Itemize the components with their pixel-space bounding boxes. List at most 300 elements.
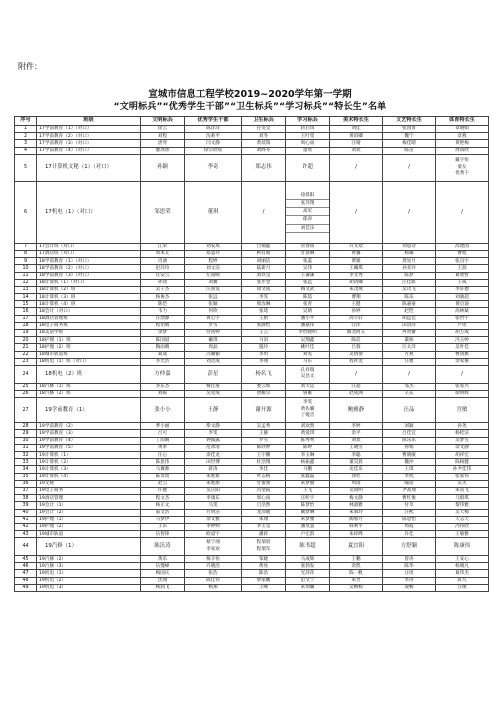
- row-number: 19: [15, 330, 37, 337]
- class-name: 19文秘: [37, 480, 141, 487]
- honor-cell: 范冰清: [185, 444, 242, 451]
- class-name: 19学前教育（4）: [37, 437, 141, 444]
- table-row: [15, 322, 489, 329]
- honor-cell: 李凯: [383, 473, 436, 480]
- honor-cell: 余文雅: [185, 516, 242, 523]
- honor-cell: 张哲宇: [436, 315, 489, 322]
- honor-cell: 汪雅: [383, 358, 436, 365]
- honor-cell: 黄心宇: [185, 315, 242, 322]
- row-number: 37: [15, 487, 37, 494]
- honor-cell: 王健: [330, 301, 383, 308]
- table-row: [15, 538, 489, 556]
- table-row: [15, 337, 489, 344]
- row-number: 48: [15, 577, 37, 584]
- honor-cell: 汪超: [330, 383, 383, 390]
- honor-cell: 陈书超: [286, 538, 330, 556]
- honor-cell: 吕浩然: [242, 502, 286, 509]
- class-name: 19酒店管理: [37, 495, 141, 502]
- honor-name: 黄佐璐: [300, 406, 315, 412]
- table-row: [15, 584, 489, 591]
- honor-cell: 梅文静: [330, 495, 383, 502]
- honor-cell: 周晶: [185, 344, 242, 351]
- class-name: 18汽修（1）班: [37, 383, 141, 390]
- table-row: [15, 301, 489, 308]
- honor-cell: 周雨: [330, 480, 383, 487]
- column-header: 班级: [37, 117, 141, 126]
- honor-cell: 王静: [242, 430, 286, 437]
- table-row: [15, 444, 489, 451]
- honor-cell: 余梦: [141, 330, 185, 337]
- honor-cell: 邹杰: [383, 383, 436, 390]
- class-name: 19计算机（3）: [37, 466, 141, 473]
- row-number: 42: [15, 523, 37, 530]
- honor-cell: 潘旻慧: [286, 523, 330, 530]
- honor-cell: 何欣: [185, 308, 242, 315]
- honor-cell: 曹国旗: [436, 351, 489, 358]
- honor-cell: 葛欣哲: [436, 272, 489, 279]
- honor-cell: 李雯: [185, 430, 242, 437]
- table-row: [15, 556, 489, 563]
- class-name: 18机电（2）班: [37, 365, 141, 383]
- honor-name: 程瑞羽: [256, 540, 271, 546]
- honor-cell: 刘达成: [185, 358, 242, 365]
- honor-cell: 张远: [286, 279, 330, 286]
- row-number: 27: [15, 398, 37, 423]
- honor-cell: 叶志杨: [242, 473, 286, 480]
- class-name: 17学前教育（3）（对口）: [37, 140, 141, 147]
- class-name: 18城市轨道班: [37, 351, 141, 358]
- honor-cell: 柴家鹏: [242, 577, 286, 584]
- honor-cell: 曹翔: [330, 294, 383, 301]
- class-name: 19汽修（1）: [37, 538, 141, 556]
- honor-name: 吴昌文: [300, 374, 315, 380]
- class-name: 18美诺学班: [37, 330, 141, 337]
- honor-cell: 余家俊: [436, 358, 489, 365]
- honor-cell: 徐文成: [242, 286, 286, 293]
- table-row: [15, 181, 489, 243]
- honor-name: 徐晨阳: [286, 192, 329, 200]
- honor-cell: 韦力: [141, 308, 185, 315]
- honor-cell: 龚星月: [383, 258, 436, 265]
- honor-cell: 吴畅杨: [330, 584, 383, 591]
- honor-name: 孔祥瑞: [300, 367, 315, 373]
- honor-cell: 施玲: [242, 344, 286, 351]
- class-name: 18计算机（4）班: [37, 301, 141, 308]
- class-name: 18护理（1）班: [37, 337, 141, 344]
- class-name: 17学前教育（1）（对口）: [37, 126, 141, 133]
- honor-cell: 孙尧: [436, 423, 489, 430]
- row-number: 43: [15, 531, 37, 538]
- honor-cell: /: [436, 181, 489, 243]
- honor-cell: 朱昱: [330, 577, 383, 584]
- honor-cell: 郑慧玲: [185, 250, 242, 257]
- honor-cell: 刘雯: [286, 351, 330, 358]
- honor-cell: 李雯: [242, 294, 286, 301]
- honor-cell: 余佳龙: [185, 452, 242, 459]
- class-name: 19汽修（3）: [37, 563, 141, 570]
- table-row: [15, 398, 489, 423]
- honor-cell: 陆新月: [242, 265, 286, 272]
- table-row: [15, 563, 489, 570]
- honor-cell: 章燕: [436, 133, 489, 140]
- honor-cell: 张良宇: [436, 258, 489, 265]
- honor-cell: 李翔: [242, 358, 286, 365]
- honor-cell: 吴功飞: [383, 286, 436, 293]
- honor-cell: 梅国庆: [141, 570, 185, 577]
- row-number: 40: [15, 509, 37, 516]
- column-header: 序号: [15, 117, 37, 126]
- honor-cell: 黎伟雅: [436, 502, 489, 509]
- table-row: [15, 480, 489, 487]
- table-row: [15, 126, 489, 133]
- honor-cell: 田世博: [185, 459, 242, 466]
- table-row: [15, 383, 489, 390]
- honor-cell: 冯金霞: [242, 487, 286, 494]
- row-number: 8: [15, 250, 37, 257]
- honor-cell: 杨晓凡: [436, 563, 489, 570]
- row-number: 30: [15, 437, 37, 444]
- honor-cell: 吕锡鑫: [242, 243, 286, 250]
- honor-cell: 孙亚玲: [383, 265, 436, 272]
- honor-cell: 吕可: [141, 430, 185, 437]
- row-number: 5: [15, 154, 37, 181]
- honor-cell: 许超: [286, 154, 330, 181]
- honor-cell: 潘嘉伟: [286, 322, 330, 329]
- honor-cell: 周雨欣: [436, 147, 489, 154]
- class-name: 17酒店班（对口）: [37, 250, 141, 257]
- honor-cell: 卢宏韵: [286, 531, 330, 538]
- row-number: 20: [15, 337, 37, 344]
- row-number: 29: [15, 430, 37, 437]
- honor-cell: 徐云: [141, 126, 185, 133]
- honor-cell: 王润: [436, 265, 489, 272]
- honor-cell: 王飞: [286, 487, 330, 494]
- honor-cell: 陶蓉月: [330, 516, 383, 523]
- honor-cell: 朱梓晔: [330, 531, 383, 538]
- honor-cell: 葛伟杰: [436, 570, 489, 577]
- row-number: 41: [15, 516, 37, 523]
- honor-cell: 赵玲玲: [141, 265, 185, 272]
- honor-cell: 胡远佳: [383, 315, 436, 322]
- honor-cell: 付萃: [383, 502, 436, 509]
- honor-cell: 赵成洲: [330, 390, 383, 397]
- honor-cell: 刘欢然: [286, 423, 330, 430]
- honor-cell: 葛成: [141, 351, 185, 358]
- table-row: [15, 390, 489, 397]
- honor-cell: 吴天梅: [436, 509, 489, 516]
- honor-cell: 李轩德: [436, 286, 489, 293]
- honor-cell: 王琪: [383, 466, 436, 473]
- honor-cell: 曾涛: [383, 556, 436, 563]
- row-number: 35: [15, 473, 37, 480]
- row-number: 28: [15, 423, 37, 430]
- honor-cell: 黄乐: [141, 556, 185, 563]
- honor-cell: 马梦伊: [141, 516, 185, 523]
- honor-cell: 甘晨琳: [286, 250, 330, 257]
- honor-cell: 陈杨健: [436, 459, 489, 466]
- honor-cell: 陈苗: [383, 147, 436, 154]
- honor-cell: 王曦琪: [330, 265, 383, 272]
- honor-cell: 朱划墉: [286, 584, 330, 591]
- honor-cell: 汪熙: [383, 509, 436, 516]
- honor-cell: 林淑雅: [330, 502, 383, 509]
- honor-cell: 黄亮: [242, 563, 286, 570]
- honor-cell: 李光浩: [141, 358, 185, 365]
- honor-cell: 周心雨: [286, 140, 330, 147]
- honor-cell: 伍智锋: [141, 531, 185, 538]
- honor-cell: 敖汝琳: [242, 301, 286, 308]
- class-name: 19学前教育（3）: [37, 430, 141, 437]
- honor-cell: 伍燮峰: [141, 563, 185, 570]
- honor-cell: 王晓雪: [330, 444, 383, 451]
- honor-cell: 刘冬: [242, 133, 286, 140]
- honor-cell: 季小丽: [141, 423, 185, 430]
- honor-cell: 赵云: [141, 480, 185, 487]
- row-number: 14: [15, 294, 37, 301]
- honor-cell: 汪漂源: [141, 315, 185, 322]
- honor-cell: 江荣: [141, 243, 185, 250]
- honor-cell: 马翼帅: [141, 466, 185, 473]
- row-number: 11: [15, 272, 37, 279]
- honor-cell: 李聪: [330, 452, 383, 459]
- column-header: 优秀学生干部: [185, 117, 242, 126]
- honor-cell: 朱梦丽: [286, 480, 330, 487]
- honor-cell: 王乐: [141, 523, 185, 530]
- honor-cell: 朱茂燕: [330, 286, 383, 293]
- honor-cell: 陈康伟: [436, 538, 489, 556]
- honor-cell: 张勃发: [286, 563, 330, 570]
- honor-cell: 任安云: [141, 272, 185, 279]
- honor-cell: 汪佳骐: [383, 279, 436, 286]
- honor-cell: 陶文武: [286, 286, 330, 293]
- honor-cell: 余文静: [436, 444, 489, 451]
- honor-cell: 吴翔鑫: [286, 337, 330, 344]
- table-row: [15, 315, 489, 322]
- table-row: [15, 365, 489, 383]
- honor-cell: 刘翼: [185, 279, 242, 286]
- honor-cell: 汪品: [383, 398, 436, 423]
- honor-cell: 汪婧: [330, 140, 383, 147]
- class-name: 18会计（对口）: [37, 308, 141, 315]
- row-number: 49: [15, 584, 37, 591]
- class-name: 18机电（1）班（对口）: [37, 358, 141, 365]
- class-name: 17计算机文秘（1）（对口）: [37, 154, 141, 181]
- class-name: 18计算机（2）班: [37, 286, 141, 293]
- row-number: 31: [15, 444, 37, 451]
- honor-cell: 陈沃涛: [141, 538, 185, 556]
- honor-name: 高军: [286, 208, 329, 216]
- honor-cell: 龙沛媛: [242, 509, 286, 516]
- row-number: 46: [15, 563, 37, 570]
- honor-cell: 冯馨愉: [185, 351, 242, 358]
- honor-cell: 马雯: [185, 502, 242, 509]
- honor-cell: 蒋启琪: [286, 126, 330, 133]
- honor-cell: 黄革: [141, 444, 185, 451]
- honor-cell: [286, 365, 330, 383]
- honor-cell: 黄爱琪: [286, 430, 330, 437]
- honor-cell: 曹红俊: [383, 495, 436, 502]
- document-title: 宣城市信息工程学校2019~2020学年第一学期: [148, 89, 352, 100]
- honor-cell: 吴倩倩: [330, 351, 383, 358]
- honor-cell: /: [383, 181, 436, 243]
- table-row: [15, 258, 489, 265]
- honor-cell: 方燕: [383, 351, 436, 358]
- honor-cell: 张园菁: [383, 126, 436, 133]
- honor-cell: [185, 538, 242, 556]
- honor-cell: 蒋凡: [436, 577, 489, 584]
- honor-cell: 李玥: [242, 351, 286, 358]
- honor-cell: 胡祥宏: [436, 452, 489, 459]
- honor-cell: 潘小平: [286, 315, 330, 322]
- honor-cell: 张琦: [242, 308, 286, 315]
- honor-cell: [436, 154, 489, 181]
- honor-cell: 陈佳伟: [185, 577, 242, 584]
- honor-cell: 朱慕玲: [330, 509, 383, 516]
- honor-cell: 汪昕宇: [286, 495, 330, 502]
- class-name: 19学前教育（5）: [37, 444, 141, 451]
- honor-name: 戴宇恒: [455, 158, 469, 163]
- class-name: 19会计（2）: [37, 509, 141, 516]
- honor-cell: 吴雨明: [330, 487, 383, 494]
- honor-cell: 田清萍: [383, 322, 436, 329]
- row-number: 44: [15, 538, 37, 556]
- honor-cell: 左雨晴: [185, 272, 242, 279]
- honor-cell: /: [330, 365, 383, 383]
- honor-cell: 陈贡琦: [141, 473, 185, 480]
- honor-cell: 朱梦雅: [286, 516, 330, 523]
- honor-cell: 蒋涛: [185, 466, 242, 473]
- honor-cell: 汪太洋: [383, 344, 436, 351]
- class-name: 18学前教育（3）（对口）: [37, 272, 141, 279]
- row-number: 32: [15, 452, 37, 459]
- row-number: 45: [15, 556, 37, 563]
- honor-cell: 陈婷: [286, 444, 330, 451]
- class-name: 18护理（2）班: [37, 344, 141, 351]
- honor-cell: 李玉莹: [242, 523, 286, 530]
- class-name: 18汽修（2）班: [37, 390, 141, 397]
- honor-cell: 韩利平: [330, 523, 383, 530]
- honor-cell: 甘蕾蕾: [242, 480, 286, 487]
- honor-cell: 杨正文: [141, 502, 185, 509]
- honor-cell: 刘欢: [330, 147, 383, 154]
- honor-cell: 陈嘉豪: [383, 301, 436, 308]
- honor-cell: 许佳: [383, 531, 436, 538]
- class-name: 19汽修（2）: [37, 556, 141, 563]
- column-header: 美术特长生: [330, 117, 383, 126]
- honor-cell: 杨振鑫: [286, 459, 330, 466]
- honor-cell: 刘颖: [383, 423, 436, 430]
- honor-cell: /: [383, 365, 436, 383]
- honor-cell: 陈恺: [141, 301, 185, 308]
- honor-cell: 卢瑶: [436, 322, 489, 329]
- class-name: 19城市轨道: [37, 531, 141, 538]
- honor-cell: 胡万成: [436, 330, 489, 337]
- table-row: [15, 577, 489, 584]
- honor-cell: 张青: [286, 301, 330, 308]
- honor-cell: 冉贤蓄: [383, 330, 436, 337]
- honor-name: 优秀干: [455, 171, 469, 176]
- honor-cell: 李佳: [242, 466, 286, 473]
- honor-cell: 余平: [330, 430, 383, 437]
- honor-cell: 程佰婧: [141, 322, 185, 329]
- honor-cell: 钟露露: [185, 437, 242, 444]
- honor-cell: 吴孟秀: [242, 423, 286, 430]
- row-number: 26: [15, 390, 37, 397]
- row-number: 21: [15, 344, 37, 351]
- honor-cell: 许晓浩: [185, 563, 242, 570]
- honor-cell: 程婷: [185, 258, 242, 265]
- honor-cell: 魏冲: [383, 459, 436, 466]
- honor-cell: 陈倍: [330, 337, 383, 344]
- row-number: 15: [15, 301, 37, 308]
- honor-cell: 方仲嘉: [141, 365, 185, 383]
- honor-cell: 吴星成: [185, 390, 242, 397]
- honor-cell: 刘佳: [330, 126, 383, 133]
- honor-cell: 童瑶: [286, 147, 330, 154]
- row-number: 33: [15, 459, 37, 466]
- honor-cell: 梅佳晴: [383, 140, 436, 147]
- class-name: 19机电（1）: [37, 570, 141, 577]
- honor-cell: 辛玄: [383, 390, 436, 397]
- honor-cell: 张蕊: [286, 258, 330, 265]
- table-row: [15, 570, 489, 577]
- honor-cell: /: [242, 181, 286, 243]
- honor-cell: 陈浩: [242, 570, 286, 577]
- honor-cell: 吕佳宜: [383, 430, 436, 437]
- table-row: [15, 147, 489, 154]
- table-row: [15, 351, 489, 358]
- honor-cell: 董文浩: [141, 509, 185, 516]
- honor-cell: 陈乐乐: [383, 437, 436, 444]
- honor-cell: 孙娟: [383, 444, 436, 451]
- honor-cell: 陈梦怡: [286, 502, 330, 509]
- row-number: 1: [15, 126, 37, 133]
- table-row: [15, 243, 489, 250]
- honor-cell: 方舒颖: [383, 538, 436, 556]
- table-row: [15, 430, 489, 437]
- honor-cell: 彭星: [185, 365, 242, 383]
- attachment-label: 附件：: [18, 62, 42, 71]
- honor-cell: 李文秀: [330, 272, 383, 279]
- honor-cell: 李涛: [383, 577, 436, 584]
- honor-cell: 陈思伟: [141, 459, 185, 466]
- honor-cell: 陈一帆: [330, 570, 383, 577]
- class-name: 18学前教育（2）（对口）: [37, 265, 141, 272]
- honor-cell: 吴婧: [286, 308, 330, 315]
- honor-cell: 吴伟: [286, 265, 330, 272]
- honor-name: 张苏翔: [286, 200, 329, 208]
- honor-cell: 马东: [286, 358, 330, 365]
- row-number: 24: [15, 365, 37, 383]
- class-name: 17会计班（对口）: [37, 243, 141, 250]
- table-row: [15, 487, 489, 494]
- honor-cell: 杨桂洁: [436, 430, 489, 437]
- row-number: 7: [15, 243, 37, 250]
- honor-cell: 邹思荣: [141, 181, 185, 243]
- honor-cell: 许健: [141, 487, 185, 494]
- honor-cell: 章晓娟: [436, 126, 489, 133]
- class-name: 17机电（1）（对口）: [37, 181, 141, 243]
- honor-name: 李雯: [302, 400, 313, 406]
- honor-cell: 沈莉平: [185, 133, 242, 140]
- honor-cell: 张家伟: [436, 473, 489, 480]
- honor-cell: 陈喆: [286, 294, 330, 301]
- honor-cell: 陈国道: [141, 337, 185, 344]
- row-number: 39: [15, 502, 37, 509]
- honor-cell: 冯伟欣: [436, 523, 489, 530]
- honor-cell: 吴梦雪: [436, 437, 489, 444]
- table-row: [15, 133, 489, 140]
